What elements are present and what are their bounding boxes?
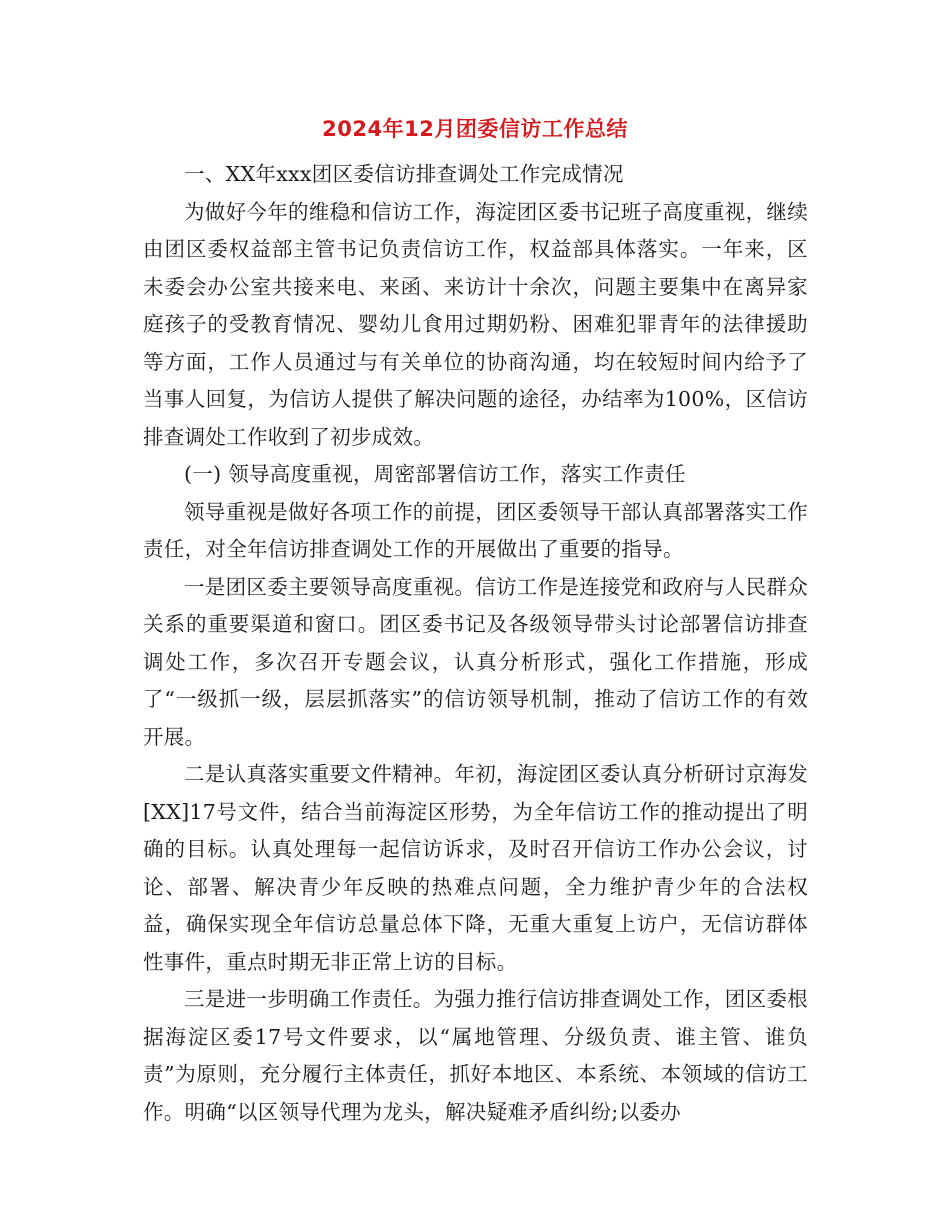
document-body — [143, 156, 808, 1131]
document-title: 2024年12月团委信访工作总结 — [322, 117, 628, 141]
body-paragraph: 为做好今年的维稳和信访工作，海淀团区委书记班子高度重视，继续由团区委权益部主管书记负责信访工作，权益部具体落实。一年来，区未委会办公室共接来电、来函、来访计十余次，问题主要集中在离异家庭孩子的受教育情况、婴幼儿食用过期奶粉、困难犯罪青年的法律援助等方面，工作人员通过与有关单位的协商沟通，均在较短时间内给予了当事人回复，为信访人提供了解决问题的途径，办结率为100%，区信访排查调处工作收到了初步成效。 — [143, 199, 808, 449]
body-paragraph: 领导重视是做好各项工作的前提，团区委领导干部认真部署落实工作责任，对全年信访排查调处工作的开展做出了重要的指导。 — [143, 499, 808, 561]
section-heading: 一、XX年xxx团区委信访排查调处工作完成情况 — [184, 162, 624, 186]
subsection-heading: (一) 领导高度重视，周密部署信访工作，落实工作责任 — [184, 462, 686, 486]
body-paragraph: 一是团区委主要领导高度重视。信访工作是连接党和政府与人民群众关系的重要渠道和窗口。团区委书记及各级领导带头讨论部署信访排查调处工作，多次召开专题会议，认真分析形式，强化工作措施，形成了“一级抓一级，层层抓落实”的信访领导机制，推动了信访工作的有效开展。 — [143, 574, 808, 749]
body-paragraph: 二是认真落实重要文件精神。年初，海淀团区委认真分析研讨京海发[XX]17号文件，结合当前海淀区形势，为全年信访工作的推动提出了明确的目标。认真处理每一起信访诉求，及时召开信访工作办公会议，讨论、部署、解决青少年反映的热难点问题，全力维护青少年的合法权益，确保实现全年信访总量总体下降，无重大重复上访户，无信访群体性事件，重点时期无非正常上访的目标。 — [143, 762, 808, 974]
body-paragraph: 三是进一步明确工作责任。为强力推行信访排查调处工作，团区委根据海淀区委17号文件要求，以“属地管理、分级负责、谁主管、谁负责”为原则，充分履行主体责任，抓好本地区、本系统、本领域的信访工作。明确“以区领导代理为龙头，解决疑难矛盾纠纷;以委办 — [143, 987, 808, 1124]
